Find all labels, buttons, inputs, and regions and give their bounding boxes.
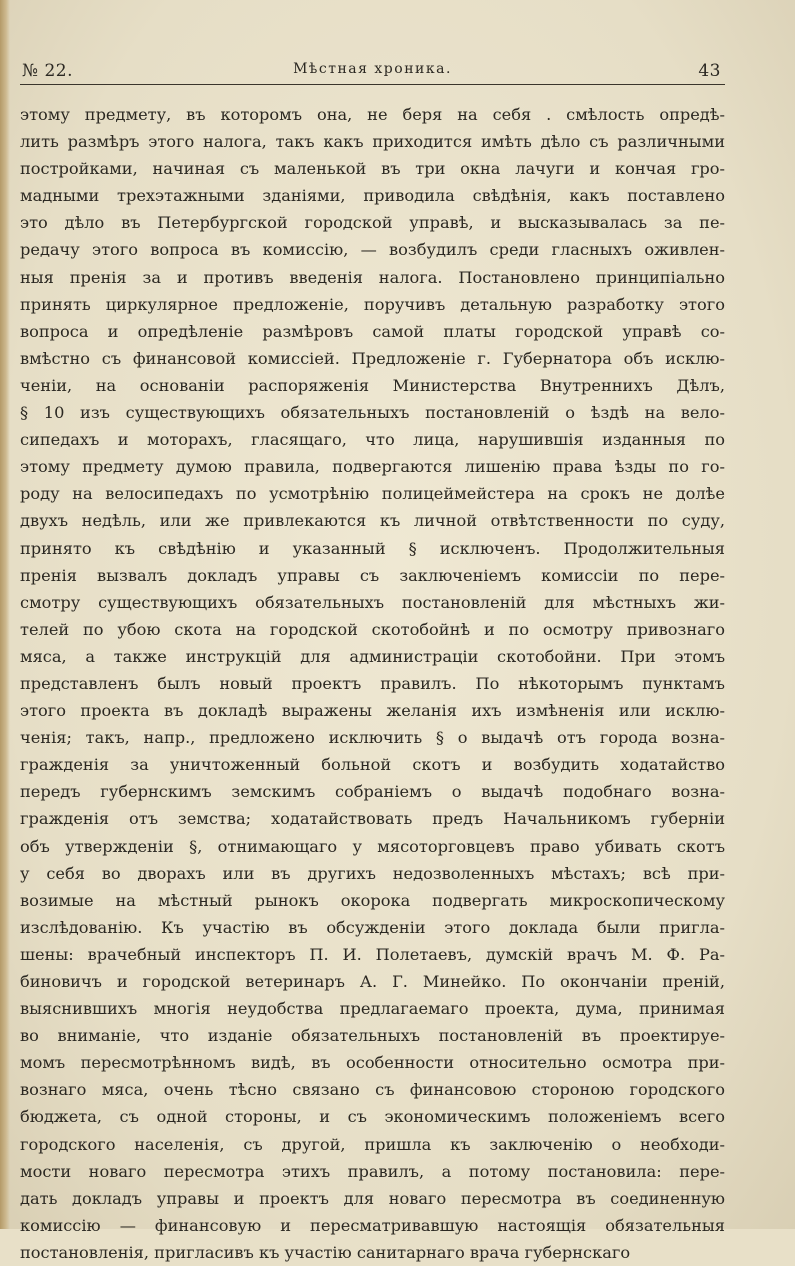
- text-line: бюджета, съ одной стороны, и съ экономическимъ положеніемъ всего: [20, 1107, 725, 1127]
- text-line: дать докладъ управы и проектъ для новаго пересмотра въ соединенную: [20, 1188, 725, 1208]
- text-line: этому предмету, въ которомъ она, не беря на себя . смѣлость опредѣ-: [20, 105, 725, 124]
- text-line: роду на велосипедахъ по усмотрѣнію полицеймейстера на срокъ не долѣе: [20, 484, 725, 504]
- text-line: биновичъ и городской ветеринаръ А. Г. Минейко. По окончаніи преній,: [20, 972, 725, 991]
- text-line: во вниманіе, что изданіе обязательныхъ постановленій въ проектируе-: [20, 1026, 725, 1046]
- text-line: гражденія за уничтоженный больной скотъ и возбудить ходатайство: [20, 755, 725, 775]
- text-line: постройками, начиная съ маленькой въ три окна лачуги и кончая гро-: [20, 159, 725, 179]
- text-line: мадными трехэтажными зданіями, приводила свѣдѣнія, какъ поставлено: [20, 186, 725, 206]
- text-line: ныя пренія за и противъ введенія налога. Постановлено принципіально: [20, 267, 725, 287]
- text-line: § 10 изъ существующихъ обязательныхъ постановленій о ѣздѣ на вело-: [20, 403, 725, 423]
- text-line: мяса, а также инструкцій для администраціи скотобойни. При этомъ: [20, 646, 725, 666]
- text-line: вознаго мяса, очень тѣсно связано съ финансовою стороною городского: [20, 1080, 725, 1100]
- text-line: ченія; такъ, напр., предложено исключить § о выдачѣ отъ города возна-: [20, 728, 725, 748]
- text-line: редачу этого вопроса въ комиссію, — возбудилъ среди гласныхъ оживлен-: [20, 240, 725, 260]
- text-line: возимые на мѣстный рынокъ окорока подвергать микроскопическому: [20, 890, 725, 910]
- text-line: пренія вызвалъ докладъ управы съ заключеніемъ комиссіи по пере-: [20, 565, 725, 585]
- text-line: шены: врачебный инспекторъ П. И. Полетаевъ, думскій врачъ М. Ф. Ра-: [20, 944, 725, 964]
- issue-number: № 22.: [22, 61, 74, 81]
- text-line: этого проекта въ докладѣ выражены желанія ихъ измѣненія или исклю-: [20, 701, 725, 721]
- text-line: у себя во дворахъ или въ другихъ недозволенныхъ мѣстахъ; всѣ при-: [20, 863, 725, 883]
- header-rule: [20, 84, 725, 85]
- text-line: двухъ недѣль, или же привлекаются къ личной отвѣтственности по суду,: [20, 511, 725, 531]
- text-line: гражденія отъ земства; ходатайствовать предъ Начальникомъ губерніи: [20, 809, 725, 829]
- text-line: лить размѣръ этого налога, такъ какъ приходится имѣть дѣло съ различными: [20, 132, 725, 152]
- text-line: выяснившихъ многія неудобства предлагаемаго проекта, дума, принимая: [20, 999, 725, 1019]
- text-line: представленъ былъ новый проектъ правилъ. По нѣкоторымъ пунктамъ: [20, 673, 725, 693]
- text-line: это дѣло въ Петербургской городской управѣ, и высказывалась за пе-: [20, 213, 725, 233]
- text-line: сипедахъ и моторахъ, гласящаго, что лица, нарушившія изданныя по: [20, 430, 725, 450]
- text-line: смотру существующихъ обязательныхъ постановленій для мѣстныхъ жи-: [20, 592, 725, 612]
- text-line: объ утвержденіи §, отнимающаго у мясоторговцевъ право убивать скотъ: [20, 836, 725, 856]
- text-line: принять циркулярное предложеніе, поручивъ детальную разработку этого: [20, 294, 725, 314]
- text-line: принято къ свѣдѣнію и указанный § исключенъ. Продолжительныя: [20, 538, 725, 558]
- text-line: вмѣстно съ финансовой комиссіей. Предложеніе г. Губернатора объ исклю-: [20, 348, 725, 368]
- text-line: комиссію — финансовую и пересматривавшую настоящія обязательныя: [20, 1215, 725, 1235]
- text-line: городского населенія, съ другой, пришла къ заключенію о необходи-: [20, 1134, 725, 1154]
- article-text: [20, 101, 725, 1266]
- text-line: изслѣдованію. Къ участію въ обсужденіи этого доклада были пригла-: [20, 917, 725, 937]
- page-spine-edge: [0, 0, 10, 1229]
- text-line: момъ пересмотрѣнномъ видѣ, въ особенности относительно осмотра при-: [20, 1053, 725, 1073]
- section-title: Мѣстная хроника.: [293, 61, 452, 77]
- text-line: постановленія, пригласивъ къ участію санитарнаго врача губернскаго: [20, 1242, 631, 1262]
- text-line: вопроса и опредѣленіе размѣровъ самой платы городской управѣ со-: [20, 321, 725, 341]
- text-line: телей по убою скота на городской скотобойнѣ и по осмотру привознаго: [20, 619, 725, 639]
- text-line: мости новаго пересмотра этихъ правилъ, а потому постановила: пере-: [20, 1161, 725, 1181]
- page-number: 43: [698, 61, 721, 81]
- text-line: ченіи, на основаніи распоряженія Министерства Внутреннихъ Дѣлъ,: [20, 375, 725, 395]
- text-line: этому предмету думою правила, подвергаются лишенію права ѣзды по го-: [20, 457, 725, 477]
- text-line: передъ губернскимъ земскимъ собраніемъ о выдачѣ подобнаго возна-: [20, 782, 725, 802]
